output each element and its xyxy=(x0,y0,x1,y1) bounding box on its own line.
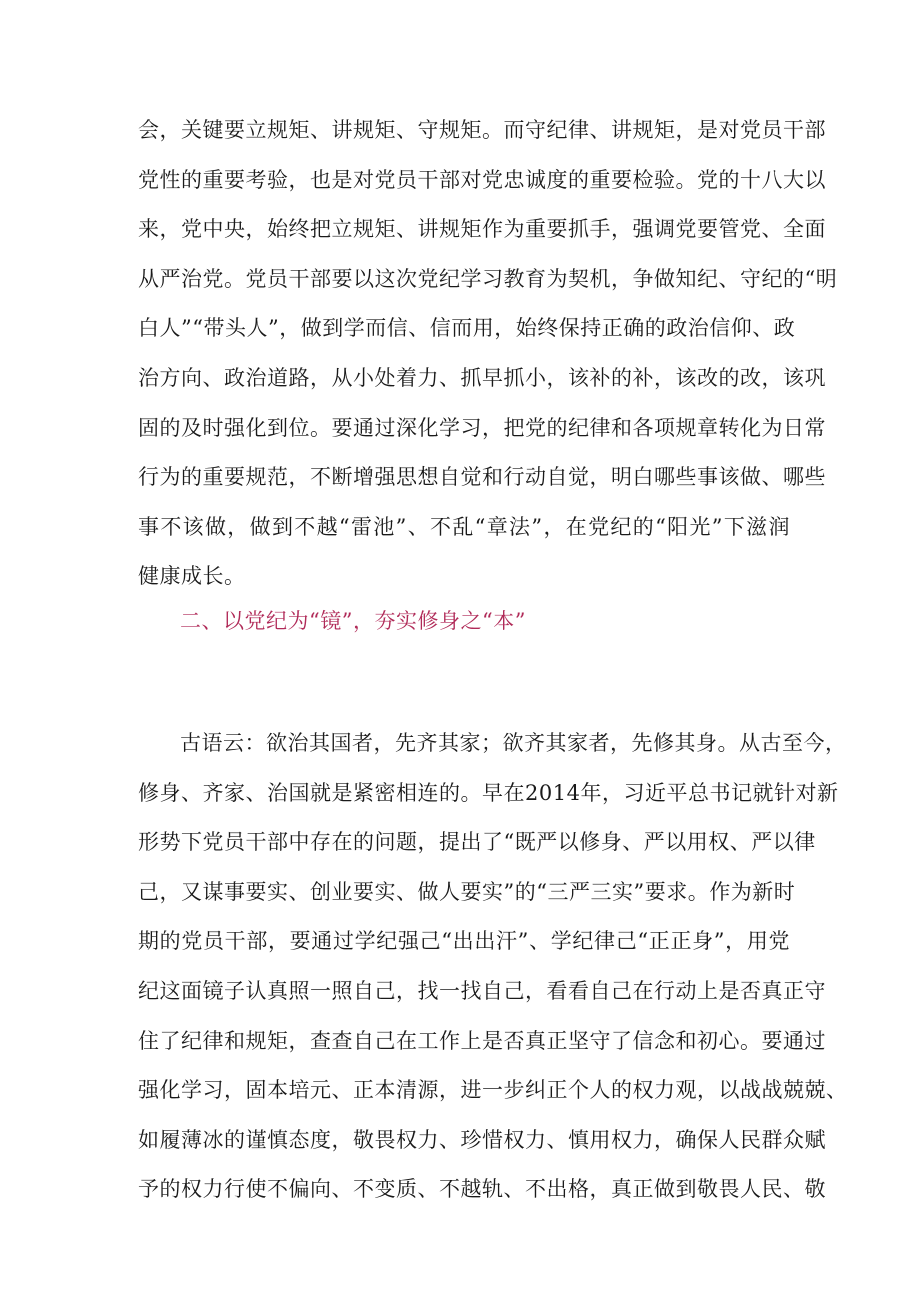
paragraph-line: 予的权力行使不偏向、不变质、不越轨、不出格，真正做到敬畏人民、敬 xyxy=(138,1177,826,1202)
section-heading: 二、以党纪为“镜”，夯实修身之“本” xyxy=(180,609,526,633)
paragraph-line: 期的党员干部，要通过学纪强己“出出汗”、学纪律己“正正身”，用党 xyxy=(138,929,790,954)
paragraph-line: 健康成长。 xyxy=(138,564,246,589)
body-paragraph-2 xyxy=(138,719,848,1215)
paragraph-line: 修身、齐家、治国就是紧密相连的。早在2014年，习近平总书记就针对新 xyxy=(138,780,839,805)
paragraph-line: 己，又谋事要实、创业要实、做人要实”的“三严三实”要求。作为新时 xyxy=(138,879,796,904)
paragraph-line: 治方向、政治道路，从小处着力、抓早抓小，该补的补，该改的改，该巩 xyxy=(138,365,826,390)
paragraph-line: 固的及时强化到位。要通过深化学习，把党的纪律和各项规章转化为日常 xyxy=(138,415,826,440)
paragraph-line: 古语云：欲治其国者，先齐其家；欲齐其家者，先修其身。从古至今， xyxy=(180,731,847,755)
paragraph-line: 从严治党。党员干部要以这次党纪学习教育为契机，争做知纪、守纪的“明 xyxy=(138,266,838,291)
paragraph-line: 事不该做，做到不越“雷池”、不乱“章法”，在党纪的“阳光”下滋润 xyxy=(138,514,790,539)
paragraph-line: 如履薄冰的谨慎态度，敬畏权力、珍惜权力、慎用权力，确保人民群众赋 xyxy=(138,1127,826,1152)
paragraph-line: 住了纪律和规矩，查查自己在工作上是否真正坚守了信念和初心。要通过 xyxy=(138,1028,826,1053)
paragraph-line: 会，关键要立规矩、讲规矩、守规矩。而守纪律、讲规矩，是对党员干部 xyxy=(138,118,826,142)
paragraph-line: 来，党中央，始终把立规矩、讲规矩作为重要抓手，强调党要管党、全面 xyxy=(138,217,826,242)
paragraph-line: 强化学习，固本培元、正本清源，进一步纠正个人的权力观，以战战兢兢、 xyxy=(138,1078,848,1103)
paragraph-line: 行为的重要规范，不断增强思想自觉和行动自觉，明白哪些事该做、哪些 xyxy=(138,465,826,490)
body-paragraph-1 xyxy=(138,106,838,602)
paragraph-line: 党性的重要考验，也是对党员干部对党忠诚度的重要检验。党的十八大以 xyxy=(138,167,826,192)
paragraph-line: 纪这面镜子认真照一照自己，找一找自己，看看自己在行动上是否真正守 xyxy=(138,978,826,1003)
paragraph-line: 白人”“带头人”，做到学而信、信而用，始终保持正确的政治信仰、政 xyxy=(138,316,796,341)
paragraph-line: 形势下党员干部中存在的问题，提出了“既严以修身、严以用权、严以律 xyxy=(138,830,816,855)
